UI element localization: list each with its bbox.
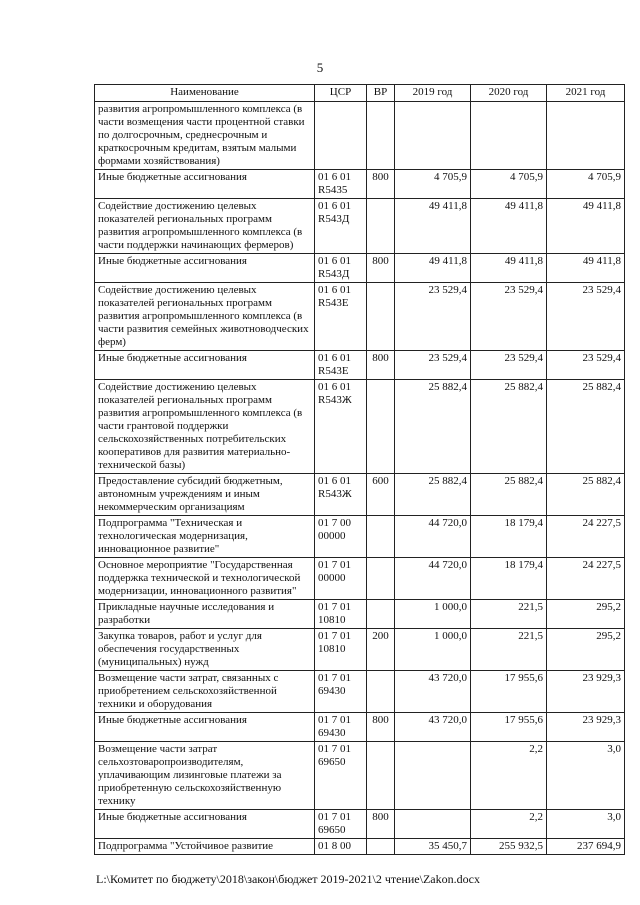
cell-2020: 23 529,4 <box>471 283 547 351</box>
cell-2019 <box>395 810 471 839</box>
cell-name: Закупка товаров, работ и услуг для обеспечения государственных (муниципальных) нужд <box>95 629 315 671</box>
cell-2021: 23 929,3 <box>547 713 625 742</box>
cell-csr: 01 7 01 69430 <box>315 713 367 742</box>
cell-2021: 49 411,8 <box>547 254 625 283</box>
cell-2019: 1 000,0 <box>395 600 471 629</box>
cell-2021: 25 882,4 <box>547 474 625 516</box>
cell-csr: 01 7 01 69650 <box>315 742 367 810</box>
cell-vr <box>367 380 395 474</box>
cell-2021: 4 705,9 <box>547 170 625 199</box>
cell-2021: 24 227,5 <box>547 516 625 558</box>
cell-csr: 01 6 01 R543Ж <box>315 380 367 474</box>
cell-2020: 18 179,4 <box>471 516 547 558</box>
cell-2020: 17 955,6 <box>471 713 547 742</box>
cell-2020: 255 932,5 <box>471 839 547 855</box>
cell-2021: 3,0 <box>547 742 625 810</box>
cell-2019: 44 720,0 <box>395 516 471 558</box>
table-row <box>95 713 625 742</box>
header-2020: 2020 год <box>471 85 547 102</box>
cell-csr: 01 7 01 10810 <box>315 629 367 671</box>
cell-2019: 23 529,4 <box>395 283 471 351</box>
cell-2020: 25 882,4 <box>471 474 547 516</box>
cell-2020: 18 179,4 <box>471 558 547 600</box>
cell-csr: 01 6 01 R543Ж <box>315 474 367 516</box>
budget-table <box>94 84 625 855</box>
cell-vr <box>367 671 395 713</box>
cell-csr: 01 6 01 R543Е <box>315 351 367 380</box>
table-row <box>95 351 625 380</box>
cell-2020: 2,2 <box>471 742 547 810</box>
table-row <box>95 671 625 713</box>
cell-2021: 23 929,3 <box>547 671 625 713</box>
cell-vr: 800 <box>367 254 395 283</box>
header-2021: 2021 год <box>547 85 625 102</box>
table-row <box>95 810 625 839</box>
cell-2020: 23 529,4 <box>471 351 547 380</box>
cell-vr: 800 <box>367 170 395 199</box>
header-2019: 2019 год <box>395 85 471 102</box>
cell-2021 <box>547 102 625 170</box>
cell-csr: 01 7 01 00000 <box>315 558 367 600</box>
cell-name: Иные бюджетные ассигнования <box>95 810 315 839</box>
cell-csr: 01 8 00 <box>315 839 367 855</box>
cell-2020: 2,2 <box>471 810 547 839</box>
table-row <box>95 629 625 671</box>
cell-vr <box>367 516 395 558</box>
footer-file-path: L:\Комитет по бюджету\2018\закон\бюджет 2019-2021\2 чтение\Zakon.docx <box>96 872 480 886</box>
cell-2020: 49 411,8 <box>471 199 547 254</box>
cell-2019: 1 000,0 <box>395 629 471 671</box>
cell-2020: 221,5 <box>471 629 547 671</box>
cell-name: Иные бюджетные ассигнования <box>95 351 315 380</box>
cell-vr: 600 <box>367 474 395 516</box>
cell-2021: 24 227,5 <box>547 558 625 600</box>
cell-name: Подпрограмма "Техническая и технологическая модернизация, инновационное развитие" <box>95 516 315 558</box>
cell-csr: 01 7 01 69650 <box>315 810 367 839</box>
table-header-row <box>95 85 625 102</box>
cell-2019: 4 705,9 <box>395 170 471 199</box>
cell-vr <box>367 199 395 254</box>
cell-2021: 23 529,4 <box>547 351 625 380</box>
cell-2020 <box>471 102 547 170</box>
cell-2019: 43 720,0 <box>395 713 471 742</box>
cell-2019: 49 411,8 <box>395 254 471 283</box>
cell-vr <box>367 558 395 600</box>
table-row <box>95 600 625 629</box>
page-number: 5 <box>316 60 324 75</box>
cell-2021: 25 882,4 <box>547 380 625 474</box>
cell-name: Прикладные научные исследования и разработки <box>95 600 315 629</box>
cell-csr: 01 6 01 R543Е <box>315 283 367 351</box>
header-vr: ВР <box>367 85 395 102</box>
cell-vr <box>367 742 395 810</box>
cell-vr: 800 <box>367 713 395 742</box>
table-row <box>95 199 625 254</box>
cell-vr: 200 <box>367 629 395 671</box>
cell-2019: 43 720,0 <box>395 671 471 713</box>
cell-2019: 35 450,7 <box>395 839 471 855</box>
cell-vr: 800 <box>367 351 395 380</box>
cell-vr <box>367 283 395 351</box>
cell-name: Предоставление субсидий бюджетным, автономным учреждениям и иным некоммерческим организациям <box>95 474 315 516</box>
cell-2021: 3,0 <box>547 810 625 839</box>
cell-2019: 49 411,8 <box>395 199 471 254</box>
cell-name: Содействие достижению целевых показателей региональных программ развития агропромышленного комплекса (в части развития семейных животноводческих ферм) <box>95 283 315 351</box>
cell-2021: 295,2 <box>547 600 625 629</box>
cell-2020: 49 411,8 <box>471 254 547 283</box>
cell-2019: 25 882,4 <box>395 380 471 474</box>
cell-2021: 295,2 <box>547 629 625 671</box>
cell-2021: 237 694,9 <box>547 839 625 855</box>
cell-name: развития агропромышленного комплекса (в части возмещения части процентной ставки по долгосрочным, среднесрочным и краткосрочным кредитам, взятым малыми формами хозяйствования) <box>95 102 315 170</box>
cell-2020: 221,5 <box>471 600 547 629</box>
header-name: Наименование <box>95 85 315 102</box>
table-row <box>95 254 625 283</box>
cell-vr: 800 <box>367 810 395 839</box>
table-row <box>95 558 625 600</box>
cell-name: Возмещение части затрат, связанных с приобретением сельскохозяйственной техники и оборудования <box>95 671 315 713</box>
cell-name: Иные бюджетные ассигнования <box>95 170 315 199</box>
cell-2019 <box>395 102 471 170</box>
cell-csr: 01 6 01 R5435 <box>315 170 367 199</box>
cell-2021: 23 529,4 <box>547 283 625 351</box>
cell-2020: 4 705,9 <box>471 170 547 199</box>
cell-csr: 01 6 01 R543Д <box>315 254 367 283</box>
cell-2019: 23 529,4 <box>395 351 471 380</box>
cell-vr <box>367 600 395 629</box>
cell-name: Иные бюджетные ассигнования <box>95 254 315 283</box>
table-row <box>95 474 625 516</box>
table-row <box>95 516 625 558</box>
table-row <box>95 283 625 351</box>
cell-name: Содействие достижению целевых показателей региональных программ развития агропромышленного комплекса (в части поддержки начинающих фермеров) <box>95 199 315 254</box>
cell-vr <box>367 102 395 170</box>
table-row <box>95 102 625 170</box>
cell-csr: 01 7 00 00000 <box>315 516 367 558</box>
table-row <box>95 839 625 855</box>
table-row <box>95 742 625 810</box>
cell-vr <box>367 839 395 855</box>
cell-csr: 01 7 01 69430 <box>315 671 367 713</box>
header-csr: ЦСР <box>315 85 367 102</box>
cell-2019 <box>395 742 471 810</box>
cell-2019: 25 882,4 <box>395 474 471 516</box>
cell-csr: 01 6 01 R543Д <box>315 199 367 254</box>
cell-name: Содействие достижению целевых показателей региональных программ развития агропромышленного комплекса (в части грантовой поддержки сельскохозяйственных потребительских кооперативов для развития материально-технической базы) <box>95 380 315 474</box>
cell-2020: 25 882,4 <box>471 380 547 474</box>
cell-name: Иные бюджетные ассигнования <box>95 713 315 742</box>
cell-2021: 49 411,8 <box>547 199 625 254</box>
cell-2020: 17 955,6 <box>471 671 547 713</box>
cell-2019: 44 720,0 <box>395 558 471 600</box>
cell-csr <box>315 102 367 170</box>
table-row <box>95 380 625 474</box>
table-row <box>95 170 625 199</box>
cell-name: Подпрограмма "Устойчивое развитие <box>95 839 315 855</box>
cell-name: Основное мероприятие "Государственная поддержка технической и технологической модернизации, инновационного развития" <box>95 558 315 600</box>
cell-csr: 01 7 01 10810 <box>315 600 367 629</box>
cell-name: Возмещение части затрат сельхозтоваропроизводителям, уплачивающим лизинговые платежи за приобретенную сельскохозяйственную технику <box>95 742 315 810</box>
